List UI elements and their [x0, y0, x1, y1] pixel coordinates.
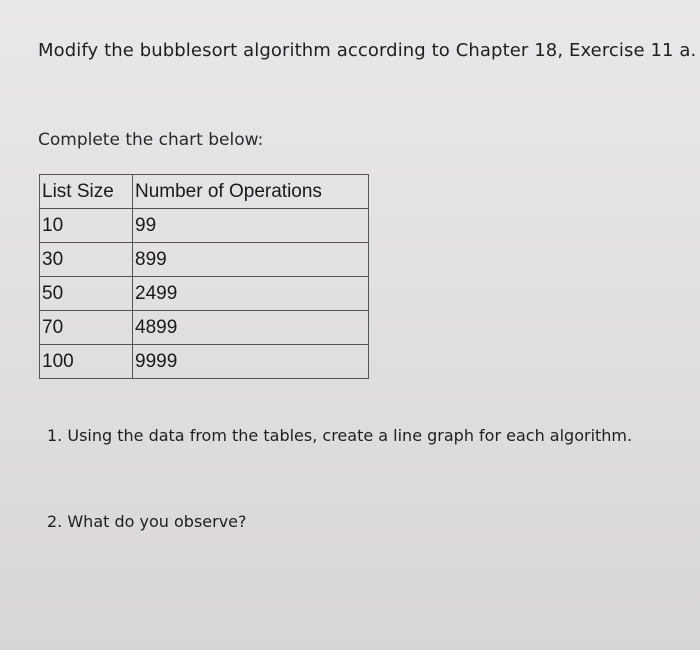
operations-cell: 2499	[133, 277, 369, 311]
question-2: 2. What do you observe?	[47, 512, 247, 531]
operations-table	[39, 174, 369, 379]
list-size-cell: 10	[40, 209, 133, 243]
table-row	[40, 243, 369, 277]
list-size-cell: 100	[40, 345, 133, 379]
column-header-number-of-operations: Number of Operations	[133, 175, 369, 209]
table-row	[40, 345, 369, 379]
table-header-row	[40, 175, 369, 209]
list-size-cell: 50	[40, 277, 133, 311]
table-row	[40, 209, 369, 243]
page-title: Modify the bubblesort algorithm according to Chapter 18, Exercise 11 a.	[38, 40, 697, 61]
instruction-text: Complete the chart below:	[38, 130, 264, 150]
list-size-cell: 30	[40, 243, 133, 277]
question-1: 1. Using the data from the tables, create a line graph for each algorithm.	[47, 426, 633, 445]
table-row	[40, 311, 369, 345]
operations-cell: 899	[133, 243, 369, 277]
operations-cell: 99	[133, 209, 369, 243]
table-row	[40, 277, 369, 311]
operations-cell: 4899	[133, 311, 369, 345]
column-header-list-size: List Size	[40, 175, 133, 209]
list-size-cell: 70	[40, 311, 133, 345]
operations-cell: 9999	[133, 345, 369, 379]
